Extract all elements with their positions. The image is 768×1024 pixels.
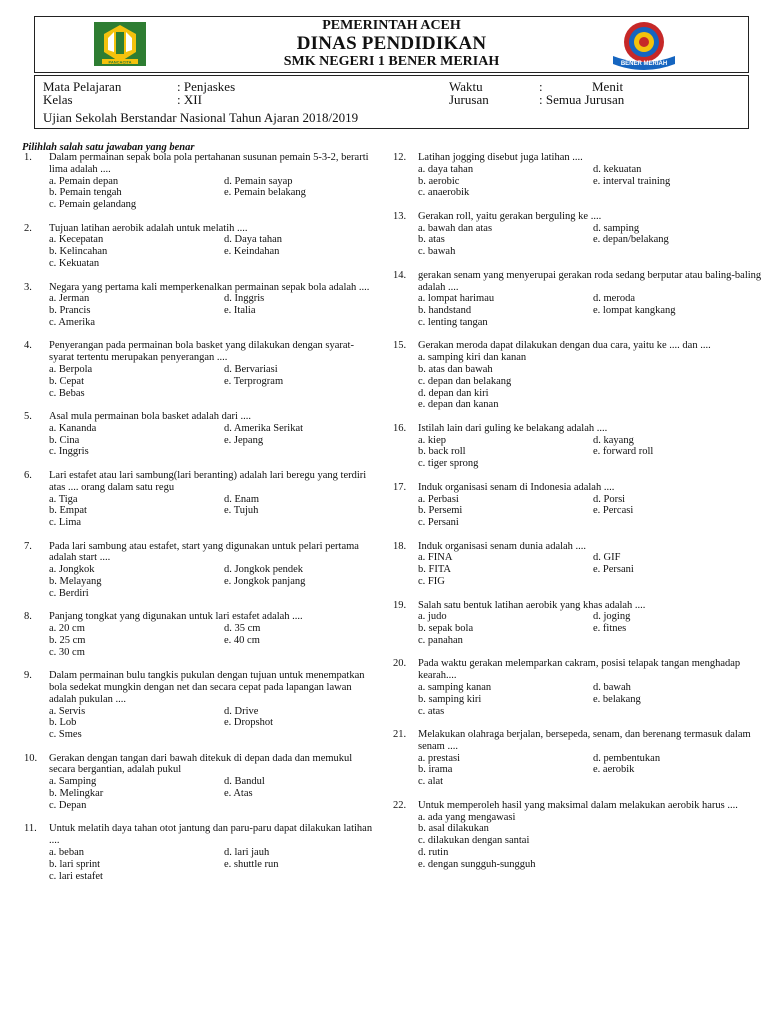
question [393,729,763,788]
answer-option-b: b. sepak bola [418,623,474,635]
answer-option-d: d. kayang [593,434,634,446]
question-number: 10. [24,752,38,764]
answer-option-d: d. bawah [593,681,631,693]
answer-options [49,364,374,399]
answer-options [49,234,374,269]
major-value: : Semua Jurusan [539,92,625,107]
answer-option-b: b. Prancis [49,305,91,317]
answer-option-e: e. Tujuh [224,505,259,517]
answer-option-e: e. Percasi [593,505,634,517]
question [24,470,374,529]
question-number: 4. [24,340,32,352]
answer-option-a: a. samping kanan [418,681,492,693]
question-text: Untuk memperoleh hasil yang maksimal dalam melakukan aerobik harus .... [418,799,738,811]
answer-option-d: d. GIF [593,552,621,564]
question [24,611,374,658]
answer-option-a: a. judo [418,611,447,623]
school-name: SMK NEGERI 1 BENER MERIAH [283,54,500,69]
answer-option-a: a. Berpola [49,364,93,376]
question [24,152,374,211]
answer-options [49,706,374,741]
answer-option-c: c. FIG [418,576,445,588]
subject-label: Mata Pelajaran [43,79,122,94]
answer-option-d: d. Jongkok pendek [224,564,304,576]
question-number: 21. [393,729,407,741]
question-text: Gerakan roll, yaitu gerakan berguling ke .... [418,210,602,222]
answer-option-b: b. handstand [418,305,472,317]
answer-options [49,623,374,658]
answer-option-e: e. Persani [593,564,634,576]
question-text: Gerakan meroda dapat dilakukan dengan dua cara, yaitu ke .... dan .... [418,340,711,352]
answer-option-b: b. Cina [49,434,80,446]
question-number: 5. [24,411,32,423]
answer-option-a: a. Servis [49,705,86,717]
answer-option-a: a. prestasi [418,752,460,764]
answer-option-e: e. Dropshot [224,717,273,729]
answer-option-d: d. Daya tahan [224,234,283,246]
answer-options [418,164,763,199]
answer-option: d. depan dan kiri [418,387,489,399]
answer-option: e. depan dan kanan [418,399,499,411]
answer-option-c: c. tiger sprong [418,458,479,470]
answer-option-e: e. aerobik [593,764,635,776]
answer-option-a: a. bawah dan atas [418,222,493,234]
question-text: Dalam permainan bulu tangkis pukulan dengan tujuan untuk menempatkan bola sedekat mungkin dengan net dan secara cepat pada lapangan lawan adalah pukulan .... [49,670,365,705]
answer-options [49,564,374,599]
answer-options [49,293,374,328]
answer-option-e: e. 40 cm [224,634,260,646]
answer-option-c: c. Pemain gelandang [49,199,137,211]
answer-option: c. depan dan belakang [418,375,512,387]
question-number: 13. [393,210,407,222]
answer-option-b: b. lari sprint [49,858,101,870]
question-number: 18. [393,540,407,552]
answer-option-d: d. Bandul [224,776,265,788]
question-text: Tujuan latihan aerobik adalah untuk melatih .... [49,222,248,234]
question [24,753,374,812]
answer-option-c: c. bawah [418,246,456,258]
question-number: 20. [393,658,407,670]
answer-option-e: e. Terprogram [224,375,284,387]
answer-option-e: e. lompat kangkang [593,305,676,317]
answer-options [418,223,763,258]
government-name: PEMERINTAH ACEH [322,18,461,33]
question-number: 11. [24,823,37,835]
answer-options [49,776,374,811]
question [24,411,374,458]
answer-option-e: e. belakang [593,693,641,705]
question-text: Dalam permainan sepak bola pola pertahanan susunan pemain 5-3-2, berarti lima adalah .... [49,152,369,175]
class-label: Kelas [43,92,73,107]
answer-option-a: a. kiep [418,434,446,446]
answer-option-b: b. aerobic [418,175,460,187]
questions-right-column [393,152,763,882]
answer-option: b. atas dan bawah [418,364,493,376]
question-number: 17. [393,481,407,493]
answer-option-e: e. shuttle run [224,858,279,870]
answer-option-a: a. FINA [418,552,453,564]
answer-option-a: a. Kananda [49,422,97,434]
answer-option-c: c. Bebas [49,387,85,399]
question-text: Pada waktu gerakan melemparkan cakram, posisi telapak tangan menghadap kearah.... [418,658,741,682]
question [24,282,374,329]
answer-option-a: a. Tiga [49,493,78,505]
answer-option-b: b. FITA [418,564,451,576]
question [393,152,763,199]
answer-options [418,293,763,328]
answer-option-b: b. atas [418,234,445,246]
answer-option-c: c. alat [418,776,444,788]
answer-option-a: a. lompat harimau [418,293,495,305]
answer-option-c: c. atas [418,705,445,717]
question [393,211,763,258]
exam-info [34,75,749,129]
answer-option-d: d. samping [593,222,640,234]
answer-option-d: d. 35 cm [224,623,261,635]
question-text: Untuk melatih daya tahan otot jantung dan paru-paru dapat dilakukan latihan .... [49,823,373,847]
question [393,658,763,717]
question-text: Melakukan olahraga berjalan, bersepeda, senam, dan berenang termasuk dalam senam .... [418,729,751,752]
question-number: 1. [24,152,32,163]
answer-option-c: c. 30 cm [49,646,85,658]
answer-option-c: c. Amerika [49,316,96,328]
answer-option-e: e. Jongkok panjang [224,576,306,588]
time-separator: : [539,79,543,94]
question-text: Salah satu bentuk latihan aerobik yang khas adalah .... [418,599,646,611]
question-number: 14. [393,269,407,281]
answer-option-e: e. depan/belakang [593,234,669,246]
answer-option-b: b. samping kiri [418,693,482,705]
answer-option-a: a. daya tahan [418,163,474,175]
answer-option-d: d. lari jauh [224,846,270,858]
instruction: Pilihlah salah satu jawaban yang benar [22,142,195,153]
answer-option: e. dengan sungguh-sungguh [418,858,536,870]
answer-option-c: c. Smes [49,729,82,741]
answer-option-d: d. Pemain sayap [224,175,293,187]
answer-options [418,494,763,529]
class-value: : XII [177,92,202,107]
question-number: 7. [24,540,32,552]
question-text: Istilah lain dari guling ke belakang adalah .... [418,422,608,434]
answer-option-a: a. beban [49,846,84,858]
answer-option-a: a. Jongkok [49,564,95,576]
bener-meriah-emblem-icon [609,20,679,70]
question-number: 6. [24,469,32,481]
answer-option-b: b. Kelincahan [49,246,108,258]
answer-option: a. ada yang mengawasi [418,811,516,823]
answer-option-c: c. Lima [49,517,82,529]
answer-options [418,812,763,871]
question [393,423,763,470]
question-number: 12. [393,152,407,163]
question-number: 16. [393,422,407,434]
question-number: 22. [393,799,407,811]
question [393,482,763,529]
answer-option-a: a. Jerman [49,293,90,305]
answer-option-c: c. Persani [418,517,459,529]
answer-option-e: e. fitnes [593,623,627,635]
answer-options [49,847,374,882]
question-number: 15. [393,340,407,352]
answer-option-b: b. Melingkar [49,788,104,800]
answer-option-a: a. Pemain depan [49,175,119,187]
question [24,541,374,600]
question-text: Penyerangan pada permainan bola basket yang dilakukan dengan syarat-syarat tertentu merupakan penyerangan .... [49,340,354,364]
question [24,670,374,741]
answer-option-b: b. Cepat [49,375,84,387]
time-label: Waktu [449,79,483,94]
answer-options [418,611,763,646]
answer-option-a: a. Kecepatan [49,234,104,246]
answer-option-b: b. Empat [49,505,87,517]
department-name: DINAS PENDIDIKAN [296,33,487,54]
answer-options [418,352,763,411]
exam-title: Ujian Sekolah Berstandar Nasional Tahun Ajaran 2018/2019 [43,110,359,125]
answer-options [49,494,374,529]
answer-option-e: e. Jepang [224,434,264,446]
answer-option-c: c. panahan [418,634,463,646]
question [393,270,763,329]
answer-option-b: b. Lob [49,717,77,729]
answer-option-d: d. pembentukan [593,752,661,764]
answer-option-e: e. interval training [593,175,671,187]
question [24,223,374,270]
answer-option-e: e. Atas [224,788,253,800]
answer-option-d: d. Amerika Serikat [224,422,304,434]
question-number: 3. [24,281,32,293]
subject-value: : Penjaskes [177,79,236,94]
question-number: 19. [393,599,407,611]
answer-options [418,435,763,470]
answer-options [418,753,763,788]
question-text: Induk organisasi senam di Indonesia adalah .... [418,481,615,493]
answer-option-b: b. Persemi [418,505,463,517]
question [393,541,763,588]
answer-option-c: c. lari estafet [49,870,103,882]
answer-option-d: d. Inggris [224,293,265,305]
question-number: 9. [24,670,32,682]
answer-option-d: d. Drive [224,705,259,717]
question-text: Induk organisasi senam dunia adalah .... [418,540,587,552]
answer-options [49,176,374,211]
answer-option-c: c. Depan [49,799,87,811]
question-number: 8. [24,611,32,623]
question-text: gerakan senam yang menyerupai gerakan roda sedang berputar atau baling-baling adalah .... [418,269,762,293]
answer-option-b: b. Melayang [49,576,102,588]
answer-option-b: b. back roll [418,446,466,458]
answer-option-e: e. Pemain belakang [224,187,306,199]
question-text: Gerakan dengan tangan dari bawah ditekuk di depan dada dan memukul secara bergantian, adalah pukul [49,752,353,776]
answer-options [418,552,763,587]
question-text: Latihan jogging disebut juga latihan .... [418,152,583,163]
answer-option-b: b. 25 cm [49,634,86,646]
question [24,340,374,399]
answer-option-a: a. Samping [49,776,97,788]
answer-option-c: c. Inggris [49,446,89,458]
left-logo-caption: PANCACITA [108,59,132,65]
time-unit: Menit [592,79,624,94]
answer-option-e: e. Keindahan [224,246,280,258]
question-number: 2. [24,222,32,234]
answer-option-d: d. kekuatan [593,163,642,175]
answer-option-d: d. Porsi [593,493,626,505]
answer-option-a: a. Perbasi [418,493,459,505]
major-label: Jurusan [449,92,489,107]
answer-option-c: c. lenting tangan [418,316,488,328]
answer-option: c. dilakukan dengan santai [418,835,530,847]
question [393,340,763,411]
answer-option: b. asal dilakukan [418,823,489,835]
answer-option-d: d. meroda [593,293,635,305]
question [24,823,374,882]
answer-options [49,423,374,458]
question [393,600,763,647]
answer-option-c: c. Kekuatan [49,258,100,270]
answer-option: a. samping kiri dan kanan [418,352,527,364]
answer-option-d: d. joging [593,611,631,623]
answer-option: d. rutin [418,846,449,858]
answer-option-d: d. Bervariasi [224,364,278,376]
questions-left-column [24,152,374,894]
question-text: Negara yang pertama kali memperkenalkan permainan sepak bola adalah .... [49,281,370,293]
answer-option-b: b. irama [418,764,453,776]
question-text: Asal mula permainan bola basket adalah dari .... [49,411,252,423]
answer-option-d: d. Enam [224,493,259,505]
answer-options [418,682,763,717]
answer-option-e: e. Italia [224,305,256,317]
right-logo-caption: BENER MERIAH [620,61,668,67]
answer-option-e: e. forward roll [593,446,654,458]
question [393,800,763,871]
answer-option-c: c. Berdiri [49,587,89,599]
question-text: Pada lari sambung atau estafet, start yang digunakan untuk pelari pertama adalah start .... [49,540,359,564]
question-text: Panjang tongkat yang digunakan untuk lari estafet adalah .... [49,611,303,623]
answer-option-a: a. 20 cm [49,623,85,635]
answer-option-b: b. Pemain tengah [49,187,122,199]
letterhead [34,16,749,73]
answer-option-c: c. anaerobik [418,187,470,199]
question-text: Lari estafet atau lari sambung(lari beranting) adalah lari beregu yang terdiri atas .... orang dalam satu regu [49,469,367,493]
